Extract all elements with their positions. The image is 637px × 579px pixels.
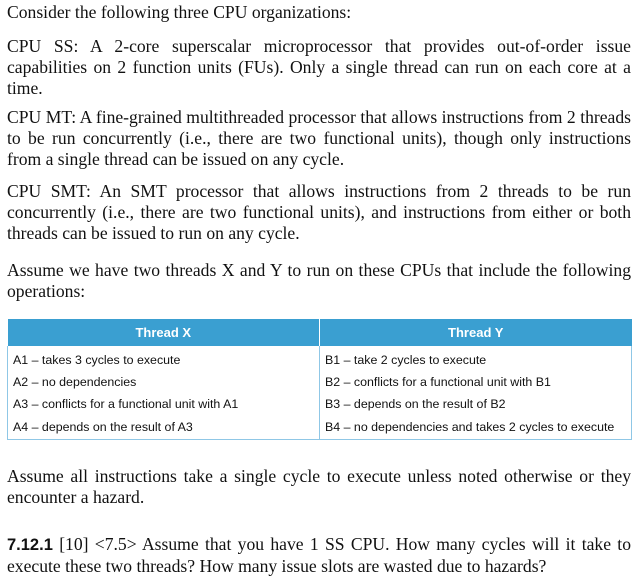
table-row [8, 393, 632, 415]
thread-x-cell: A2 – no dependencies [8, 371, 320, 393]
assume-threads-paragraph: Assume we have two threads X and Y to run on these CPUs that include the following operations: [7, 260, 631, 301]
cpu-ss-paragraph: CPU SS: A 2-core superscalar microprocessor that provides out-of-order issue capabilities on 2 function units (FUs). Only a single thread can run on each core at a time. [7, 36, 631, 98]
thread-y-cell: B4 – no dependencies and takes 2 cycles to execute [320, 415, 632, 440]
thread-x-cell: A3 – conflicts for a functional unit with A1 [8, 393, 320, 415]
cpu-mt-paragraph: CPU MT: A fine-grained multithreaded processor that allows instructions from 2 threads to be run concurrently (i.e., there are two functional units), though only instructions from a single thread can be issued on any cycle. [7, 107, 631, 169]
thread-y-cell: B1 – take 2 cycles to execute [320, 346, 632, 371]
thread-x-cell: A1 – takes 3 cycles to execute [8, 346, 320, 371]
exercise-text: [10] <7.5> Assume that you have 1 SS CPU. How many cycles will it take to execute these two threads? How many issue slots are wasted due to hazards? [7, 534, 631, 576]
table-row [8, 415, 632, 440]
thread-y-cell: B3 – depends on the result of B2 [320, 393, 632, 415]
table-row [8, 346, 632, 371]
table-header-row [8, 319, 632, 346]
exercise-number: 7.12.1 [7, 536, 53, 554]
thread-y-header: Thread Y [320, 319, 632, 346]
single-cycle-note: Assume all instructions take a single cycle to execute unless noted otherwise or they encounter a hazard. [7, 466, 631, 507]
thread-x-cell: A4 – depends on the result of A3 [8, 415, 320, 440]
table-row [8, 371, 632, 393]
cpu-smt-paragraph: CPU SMT: An SMT processor that allows instructions from 2 threads to be run concurrently (i.e., there are two functional units), and instructions from either or both threads can be issued to run on any cycle. [7, 181, 631, 243]
thread-x-header: Thread X [8, 319, 320, 346]
intro-paragraph: Consider the following three CPU organizations: [7, 2, 352, 22]
thread-y-cell: B2 – conflicts for a functional unit with B1 [320, 371, 632, 393]
exercise-question [7, 534, 631, 577]
thread-operations-table [7, 319, 632, 440]
